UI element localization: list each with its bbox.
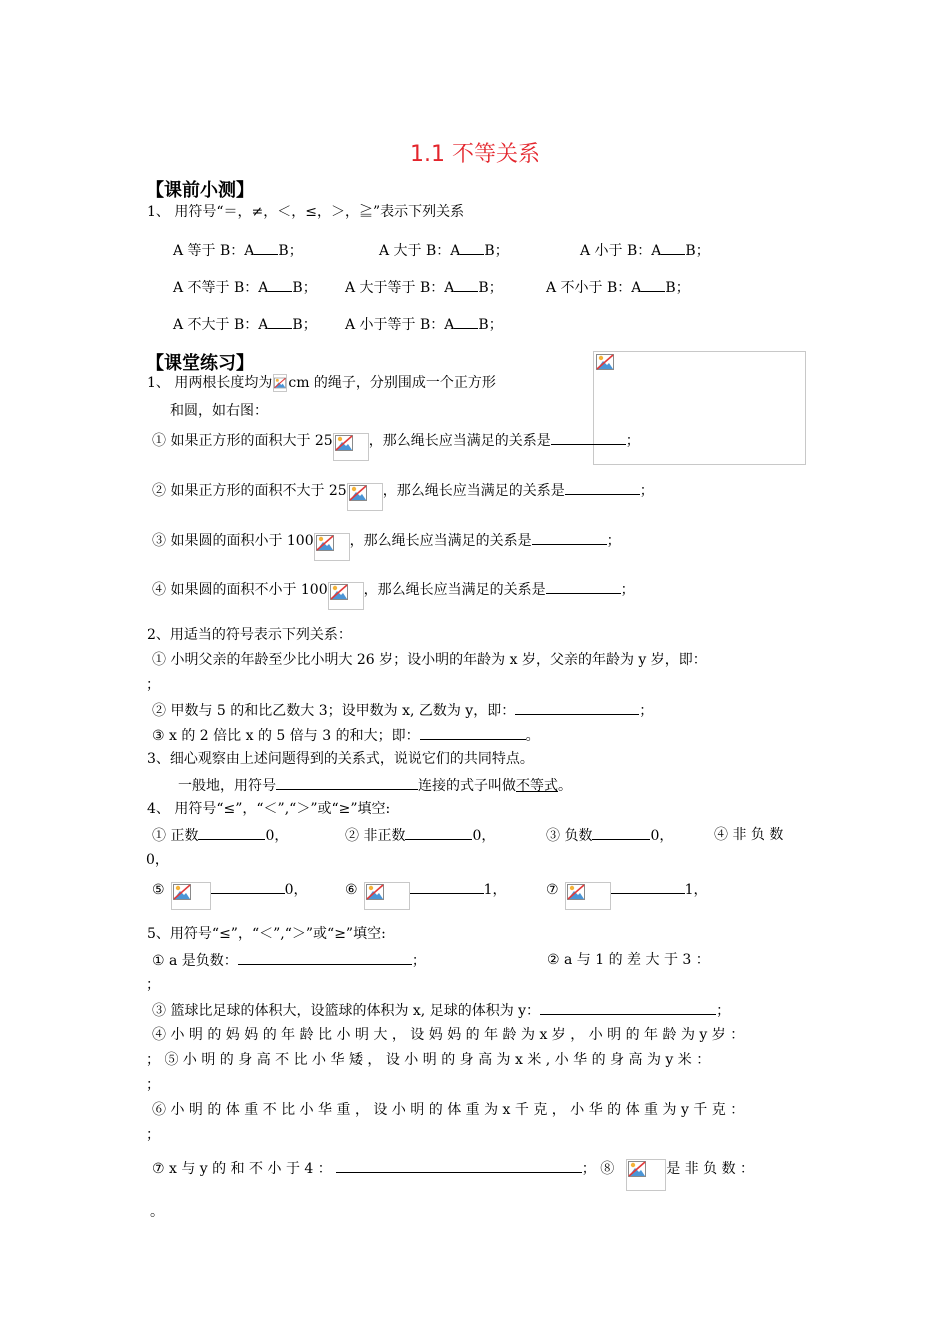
q5-item <box>152 1001 730 1020</box>
answer-blank[interactable] <box>238 951 412 965</box>
item-text: 连接的式子叫做 <box>418 778 516 794</box>
broken-image-icon <box>274 376 286 390</box>
q4-item-end: 0， <box>146 852 169 868</box>
item-end: ； <box>606 533 621 549</box>
relation-row <box>173 315 317 334</box>
relation-suffix: B； <box>478 280 503 296</box>
item-text: ⑦ <box>546 882 559 898</box>
relation-suffix: B； <box>685 243 710 259</box>
practice-q2-item-end: ； <box>146 677 160 693</box>
practice-q2-item <box>152 726 540 745</box>
q5-item: ④ 小 明 的 妈 妈 的 年 龄 比 小 明 大 ， 设 妈 妈 的 年 龄 为 x 岁 ， 小 明 的 年 龄 为 y 岁 ： <box>152 1027 745 1043</box>
relation-label: A 小于等于 B：A <box>345 317 455 333</box>
practice-q5-intro: 5、用符号“≤”，“＜”,“＞”或“≥”填空: <box>147 926 386 942</box>
broken-image-icon <box>335 435 353 451</box>
practice-q1-item <box>152 576 635 604</box>
broken-image-icon <box>330 584 348 600</box>
item-end: ； <box>716 1003 731 1019</box>
relation-row <box>173 278 317 297</box>
item-end: ； <box>639 703 654 719</box>
answer-blank[interactable] <box>211 880 285 894</box>
relation-row <box>173 241 303 260</box>
answer-blank[interactable] <box>460 241 484 255</box>
practice-q4-intro: 4、 用符号“≤”，“＜”,“＞”或“≥”填空: <box>147 801 391 817</box>
answer-blank[interactable] <box>592 826 650 840</box>
q4-item: ④ 非 负 数 <box>714 827 784 843</box>
q5-item <box>152 951 426 970</box>
practice-q3-line <box>178 776 572 795</box>
answer-blank[interactable] <box>641 278 665 292</box>
q5-item-end: ； <box>146 977 160 993</box>
question-1-intro: 1、 用符号“＝，≠，＜，≤，＞，≧”表示下列关系 <box>147 204 465 220</box>
answer-blank[interactable] <box>661 241 685 255</box>
item-end: 1， <box>684 882 708 898</box>
practice-q2-intro: 2、用适当的符号表示下列关系： <box>147 627 352 643</box>
item-text: ① 正数 <box>152 828 199 844</box>
broken-image-icon <box>316 535 334 551</box>
item-text: ③ 篮球比足球的体积大，设篮球的体积为 x, 足球的体积为 y： <box>152 1003 541 1019</box>
answer-blank[interactable] <box>420 726 526 740</box>
q4-item <box>546 876 707 904</box>
answer-blank[interactable] <box>405 826 472 840</box>
item-text: ① a 是负数： <box>152 953 238 969</box>
practice-q3-intro: 3、细心观察由上述问题得到的关系式，说说它们的共同特点。 <box>147 751 534 767</box>
practice-q2-item: ① 小明父亲的年龄至少比小明大 26 岁；设小明的年龄为 x 岁，父亲的年龄为 y 岁，即： <box>152 652 707 668</box>
item-text: ④ 如果圆的面积不小于 100 <box>152 582 328 598</box>
answer-blank[interactable] <box>532 531 607 545</box>
item-text: ② 非正数 <box>345 828 406 844</box>
item-text: ③ x 的 2 倍比 x 的 5 倍与 3 的和大；即： <box>152 728 420 744</box>
formula-image <box>347 483 383 511</box>
answer-blank[interactable] <box>268 278 292 292</box>
answer-blank[interactable] <box>565 481 640 495</box>
page-title: 1.1 不等关系 <box>410 142 540 167</box>
relation-row <box>546 278 690 297</box>
q4-item <box>345 826 495 845</box>
formula-image <box>328 582 364 610</box>
answer-blank[interactable] <box>551 431 626 445</box>
item-end: 0， <box>650 828 674 844</box>
item-end: 0， <box>472 828 496 844</box>
item-end: ； <box>625 433 640 449</box>
answer-blank[interactable] <box>254 241 278 255</box>
item-text: 是 非 负 数 ： <box>666 1161 755 1177</box>
section-heading-practice: 【课堂练习】 <box>146 353 254 374</box>
practice-q1-item <box>152 477 654 505</box>
q5-item: ② a 与 1 的 差 大 于 3 ： <box>547 952 710 968</box>
broken-image-icon <box>567 884 585 900</box>
item-text: ，那么绳长应当满足的关系是 <box>368 433 551 449</box>
item-end: ； <box>639 483 654 499</box>
relation-suffix: B； <box>292 280 317 296</box>
relation-suffix: B； <box>292 317 317 333</box>
item-text: ② 如果正方形的面积不大于 25 <box>152 483 347 499</box>
q5-item: ； ⑤ 小 明 的 身 高 不 比 小 华 矮 ， 设 小 明 的 身 高 为 x 米 , 小 华 的 身 高 为 y 米 ： <box>146 1052 711 1068</box>
question-text: cm 的绳子，分别围成一个正方形 <box>288 375 496 391</box>
question-text: 1、 用两根长度均为 <box>147 375 273 391</box>
relation-suffix: B； <box>665 280 690 296</box>
item-text: ② 甲数与 5 的和比乙数大 3；设甲数为 x, 乙数为 y，即： <box>152 703 516 719</box>
practice-q1-item <box>152 527 621 555</box>
item-end: 。 <box>525 728 540 744</box>
item-end: 。 <box>558 778 572 794</box>
answer-blank[interactable] <box>454 278 478 292</box>
relation-label: A 不等于 B：A <box>173 280 269 296</box>
relation-row <box>345 315 503 334</box>
formula-image <box>565 882 611 910</box>
item-text: ⑥ <box>345 882 358 898</box>
item-text: 一般地，用符号 <box>178 778 276 794</box>
item-text: ，那么绳长应当满足的关系是 <box>349 533 532 549</box>
relation-suffix: B； <box>478 317 503 333</box>
formula-image <box>273 374 287 392</box>
item-end: 1， <box>483 882 507 898</box>
broken-image-icon <box>173 884 191 900</box>
broken-image-icon <box>595 353 615 371</box>
relation-label: A 等于 B：A <box>173 243 255 259</box>
answer-blank[interactable] <box>611 880 685 894</box>
item-end: ； <box>620 582 635 598</box>
item-end: ； <box>411 953 426 969</box>
answer-blank[interactable] <box>540 1001 716 1015</box>
practice-q1-line1 <box>147 374 496 392</box>
formula-image <box>314 533 350 561</box>
answer-blank[interactable] <box>268 315 292 329</box>
answer-blank[interactable] <box>515 701 639 715</box>
item-text: ③ 负数 <box>546 828 593 844</box>
answer-blank[interactable] <box>410 880 484 894</box>
item-text: ，那么绳长应当满足的关系是 <box>363 582 546 598</box>
q5-item-end: ； <box>146 1127 160 1143</box>
item-text: ； ⑧ <box>581 1161 615 1177</box>
relation-label: A 大于等于 B：A <box>345 280 455 296</box>
formula-image <box>171 882 211 910</box>
q5-item <box>152 1153 754 1185</box>
answer-blank[interactable] <box>546 580 621 594</box>
item-text: ⑤ <box>152 882 165 898</box>
answer-blank[interactable] <box>454 315 478 329</box>
relation-label: A 大于 B：A <box>379 243 461 259</box>
practice-q2-item <box>152 701 653 720</box>
final-period: 。 <box>150 1204 164 1220</box>
section-heading-pretest: 【课前小测】 <box>146 180 254 201</box>
relation-label: A 小于 B：A <box>580 243 662 259</box>
relation-row <box>580 241 710 260</box>
formula-image <box>333 433 369 461</box>
q5-item: ⑥ 小 明 的 体 重 不 比 小 华 重 ， 设 小 明 的 体 重 为 x 千 克 ， 小 华 的 体 重 为 y 千 克 ： <box>152 1102 745 1118</box>
q4-item <box>345 876 506 904</box>
answer-blank[interactable] <box>198 826 265 840</box>
broken-image-icon <box>628 1161 646 1177</box>
item-text: ，那么绳长应当满足的关系是 <box>382 483 565 499</box>
relation-row <box>379 241 509 260</box>
answer-blank[interactable] <box>336 1159 582 1173</box>
practice-q1-item <box>152 427 640 455</box>
term-inequality: 不等式 <box>516 778 558 794</box>
answer-blank[interactable] <box>276 776 418 790</box>
item-text: ⑦ x 与 y 的 和 不 小 于 4 ： <box>152 1161 332 1177</box>
formula-image <box>364 882 410 910</box>
relation-suffix: B； <box>484 243 509 259</box>
item-text: ① 如果正方形的面积大于 25 <box>152 433 333 449</box>
relation-label: A 不小于 B：A <box>546 280 642 296</box>
q4-item <box>152 876 307 904</box>
relation-row <box>345 278 503 297</box>
item-text: ③ 如果圆的面积小于 100 <box>152 533 314 549</box>
broken-image-icon <box>349 485 367 501</box>
relation-label: A 不大于 B：A <box>173 317 269 333</box>
practice-q1-line2: 和圆，如右图： <box>170 403 268 419</box>
q5-item-end: ； <box>146 1077 160 1093</box>
broken-image-icon <box>366 884 384 900</box>
formula-image <box>626 1159 666 1191</box>
item-end: 0， <box>265 828 289 844</box>
q4-item <box>546 826 673 845</box>
q4-item <box>152 826 288 845</box>
relation-suffix: B； <box>278 243 303 259</box>
item-end: 0， <box>284 882 308 898</box>
